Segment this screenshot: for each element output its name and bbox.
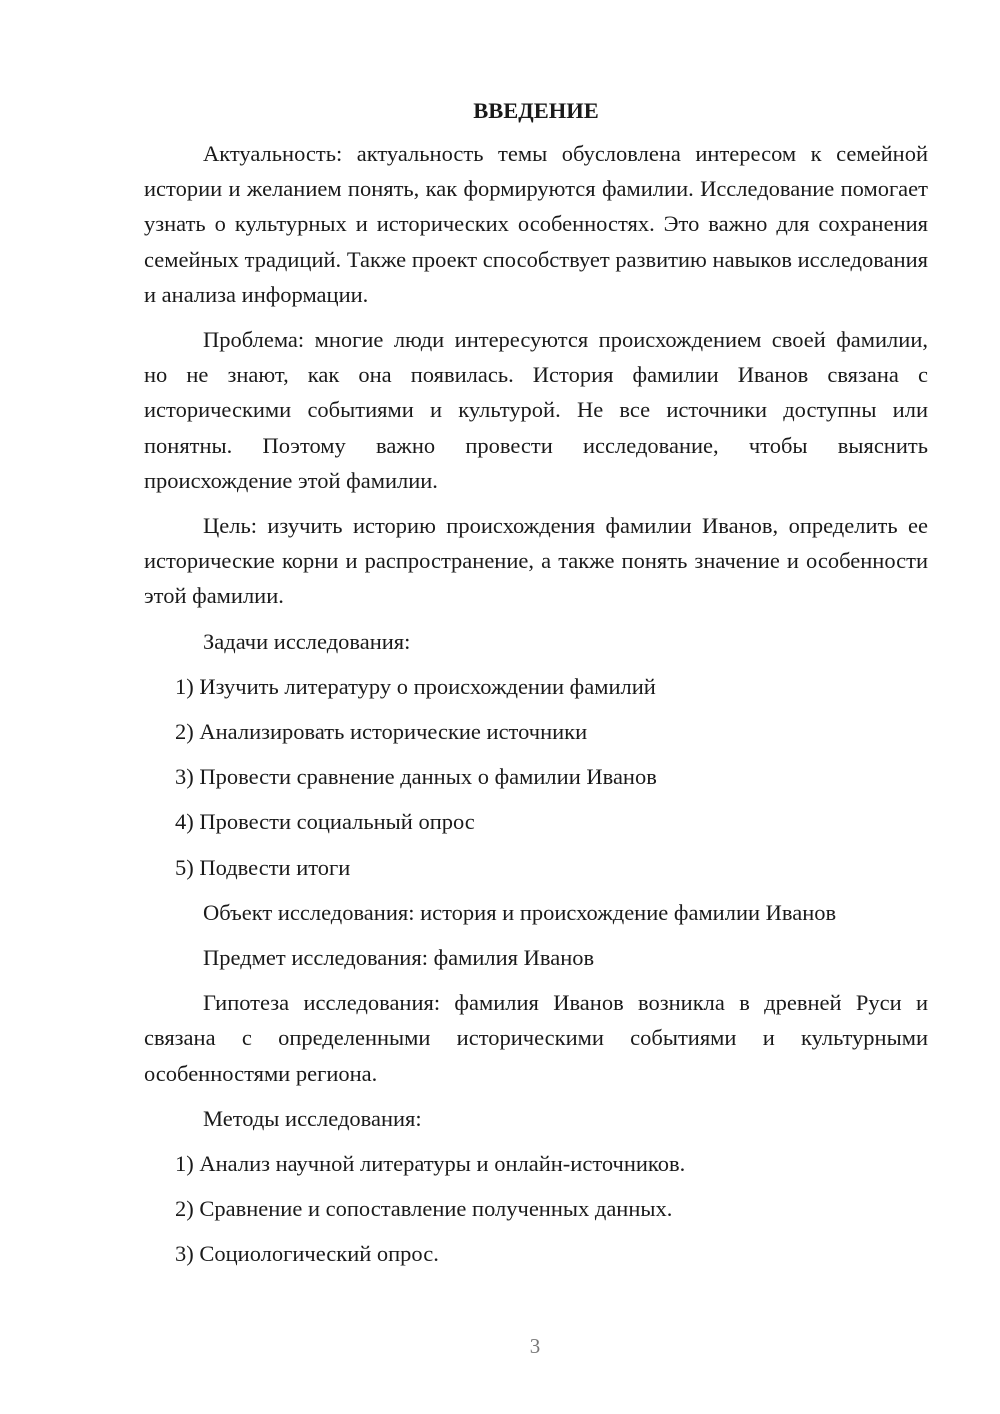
method-item: 1) Анализ научной литературы и онлайн-источников. xyxy=(175,1151,686,1177)
tasks-label: Задачи исследования: xyxy=(203,628,411,654)
methods-label: Методы исследования: xyxy=(203,1105,422,1131)
task-item: 5) Подвести итоги xyxy=(175,854,351,880)
page-number: 3 xyxy=(529,1334,541,1358)
research-subject: Предмет исследования: фамилия Иванов xyxy=(203,945,595,971)
task-item: 3) Провести сравнение данных о фамилии Иванов xyxy=(175,764,657,790)
relevance-paragraph: Актуальность: актуальность темы обусловлена интересом к семейной истории и желанием понять, как формируются фамилии. Исследование помогает узнать о культурных и исторических особенностях. Это важно для сохранения семейных традиций. Также проект способствует развитию навыков исследования и анализа информации. xyxy=(144,141,928,307)
page-content xyxy=(144,96,928,1282)
problem-paragraph: Проблема: многие люди интересуются происхождением своей фамилии, но не знают, как она появилась. История фамилии Иванов связана с историческими событиями и культурой. Не все источники доступны или понятны. Поэтому важно провести исследование, чтобы выяснить происхождение этой фамилии. xyxy=(144,327,928,493)
method-item: 3) Социологический опрос. xyxy=(175,1241,439,1267)
task-item: 2) Анализировать исторические источники xyxy=(175,719,588,745)
task-item: 1) Изучить литературу о происхождении фамилий xyxy=(175,673,656,699)
research-object: Объект исследования: история и происхождение фамилии Иванов xyxy=(203,899,837,925)
goal-paragraph: Цель: изучить историю происхождения фамилии Иванов, определить ее исторические корни и распространение, а также понять значение и особенности этой фамилии. xyxy=(144,513,928,609)
hypothesis-paragraph: Гипотеза исследования: фамилия Иванов возникла в древней Руси и связана с определенными историческими событиями и культурными особенностями региона. xyxy=(144,990,928,1086)
section-heading: ВВЕДЕНИЕ xyxy=(473,98,599,123)
method-item: 2) Сравнение и сопоставление полученных данных. xyxy=(175,1196,673,1222)
task-item: 4) Провести социальный опрос xyxy=(175,809,475,835)
